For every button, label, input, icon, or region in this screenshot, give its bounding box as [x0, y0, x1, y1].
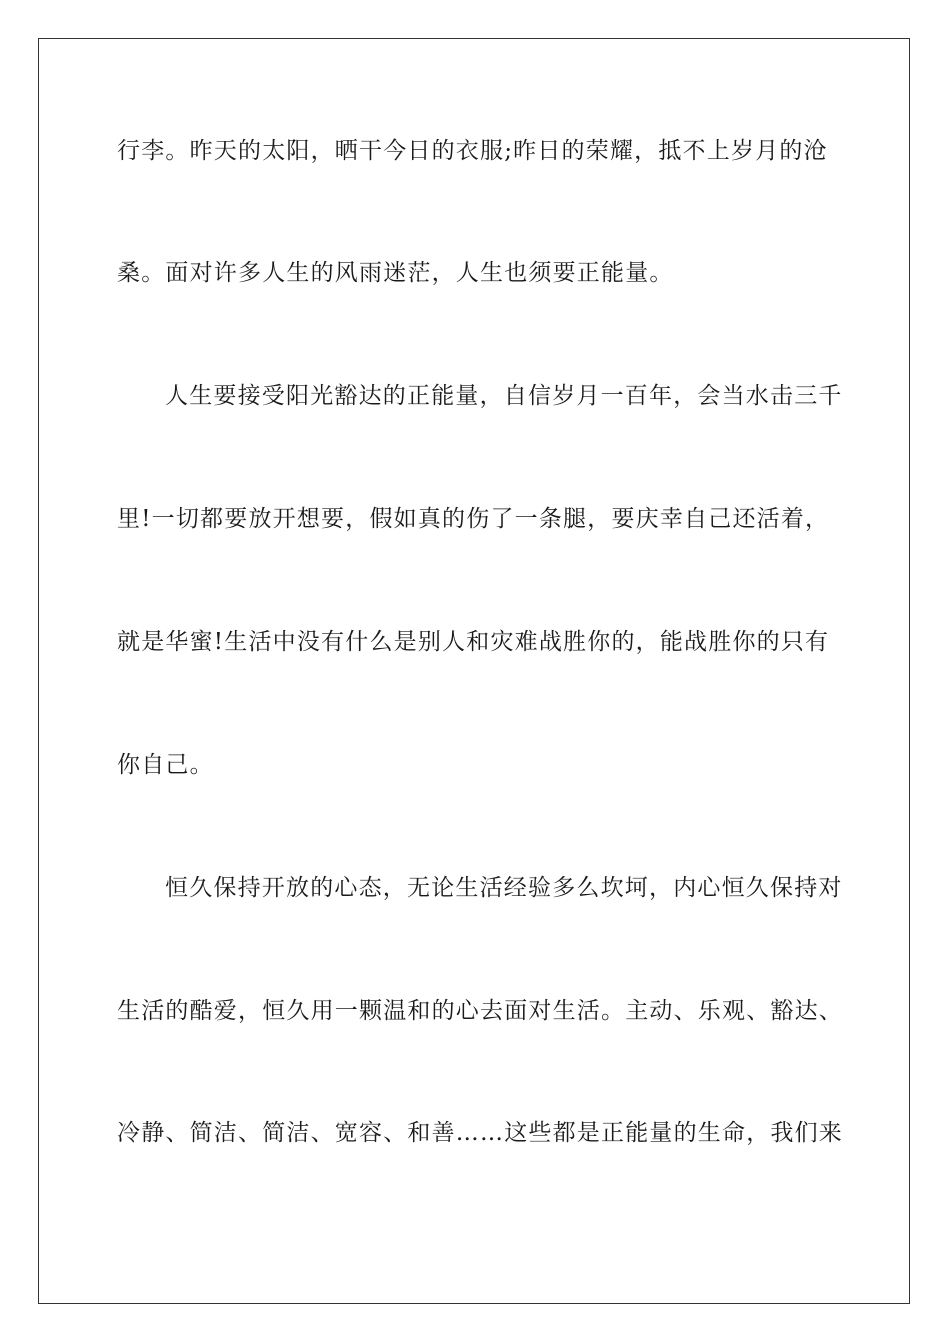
- text-line-3: 人生要接受阳光豁达的正能量，自信岁月一百年，会当水击三千: [165, 383, 843, 409]
- page-border: [38, 38, 910, 1304]
- text-line-4: 里!一切都要放开想要，假如真的伤了一条腿，要庆幸自己还活着，: [117, 506, 830, 532]
- text-line-6: 你自己。: [117, 752, 214, 778]
- text-line-5: 就是华蜜!生活中没有什么是别人和灾难战胜你的，能战胜你的只有: [117, 629, 830, 655]
- text-line-8: 生活的酷爱，恒久用一颗温和的心去面对生活。主动、乐观、豁达、: [117, 998, 843, 1024]
- text-line-7: 恒久保持开放的心态，无论生活经验多么坎坷，内心恒久保持对: [165, 875, 843, 901]
- text-line-2: 桑。面对许多人生的风雨迷茫，人生也须要正能量。: [117, 260, 674, 286]
- text-line-9: 冷静、简洁、简洁、宽容、和善……这些都是正能量的生命，我们来: [117, 1120, 843, 1146]
- text-line-1: 行李。昨天的太阳，晒干今日的衣服;昨日的荣耀，抵不上岁月的沧: [117, 138, 828, 164]
